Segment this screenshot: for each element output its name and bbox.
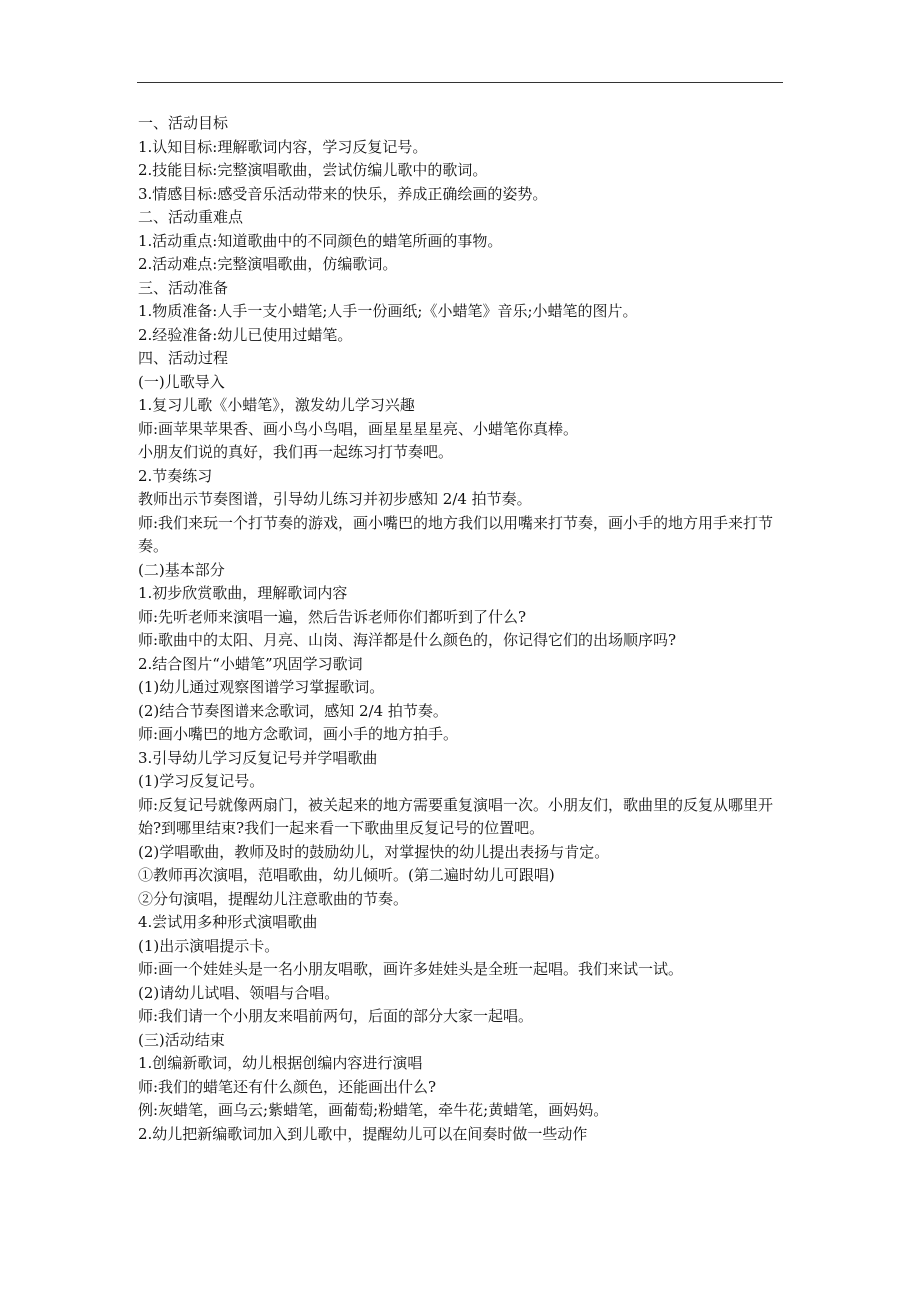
text-line: 2.技能目标:完整演唱歌曲，尝试仿编儿歌中的歌词。 bbox=[138, 161, 488, 179]
header-rule bbox=[137, 82, 783, 83]
text-line: 师:先听老师来演唱一遍，然后告诉老师你们都听到了什么? bbox=[138, 607, 527, 626]
text-line: 一、活动目标 bbox=[138, 114, 229, 132]
text-line: 师:歌曲中的太阳、月亮、山岗、海洋都是什么颜色的，你记得它们的出场顺序吗? bbox=[138, 631, 677, 649]
text-line: 2.结合图片“小蜡笔”巩固学习歌词 bbox=[138, 654, 363, 673]
text-line: (二)基本部分 bbox=[138, 560, 225, 579]
text-line: 2.幼儿把新编歌词加入到儿歌中，提醒幼儿可以在间奏时做一些动作 bbox=[138, 1124, 588, 1143]
document-body bbox=[138, 112, 788, 1146]
text-line: 2.节奏练习 bbox=[138, 466, 213, 485]
text-line: 4.尝试用多种形式演唱歌曲 bbox=[138, 913, 318, 931]
text-line: (1)出示演唱提示卡。 bbox=[138, 936, 280, 955]
text-line: (1)幼儿通过观察图谱学习掌握歌词。 bbox=[138, 678, 385, 696]
text-line: 教师出示节奏图谱，引导幼儿练习并初步感知 2/4 拍节奏。 bbox=[138, 490, 532, 508]
text-line: 师:画小嘴巴的地方念歌词，画小手的地方拍手。 bbox=[138, 725, 459, 743]
text-line: 1.复习儿歌《小蜡笔》，激发幼儿学习兴趣 bbox=[138, 396, 415, 414]
text-line: (2)结合节奏图谱来念歌词，感知 2/4 拍节奏。 bbox=[138, 701, 448, 720]
text-line: 四、活动过程 bbox=[138, 349, 229, 367]
text-line: 师:我们来玩一个打节奏的游戏，画小嘴巴的地方我们以用嘴来打节奏，画小手的地方用手来打节奏。 bbox=[138, 513, 774, 555]
text-line: (1)学习反复记号。 bbox=[138, 772, 265, 790]
text-line: 二、活动重难点 bbox=[138, 208, 244, 226]
text-line: ②分句演唱，提醒幼儿注意歌曲的节奏。 bbox=[138, 889, 409, 908]
text-line: 2.经验准备:幼儿已使用过蜡笔。 bbox=[138, 325, 353, 344]
text-line: ①教师再次演唱，范唱歌曲，幼儿倾听。(第二遍时幼儿可跟唱) bbox=[138, 866, 555, 884]
text-line: (一)儿歌导入 bbox=[138, 372, 225, 391]
text-line: 师:画一个娃娃头是一名小朋友唱歌，画许多娃娃头是全班一起唱。我们来试一试。 bbox=[138, 960, 684, 978]
text-line: 1.活动重点:知道歌曲中的不同颜色的蜡笔所画的事物。 bbox=[138, 231, 503, 250]
text-line: 三、活动准备 bbox=[138, 278, 229, 297]
text-line: 师:我们请一个小朋友来唱前两句，后面的部分大家一起唱。 bbox=[138, 1007, 534, 1025]
text-line: 1.初步欣赏歌曲，理解歌词内容 bbox=[138, 584, 348, 602]
text-line: 师:我们的蜡笔还有什么颜色，还能画出什么? bbox=[138, 1077, 437, 1096]
text-line: 1.创编新歌词，幼儿根据创编内容进行演唱 bbox=[138, 1054, 423, 1072]
text-line: 师:反复记号就像两扇门，被关起来的地方需要重复演唱一次。小朋友们，歌曲里的反复从哪里开始?到哪里结束?我们一起来看一下歌曲里反复记号的位置吧。 bbox=[138, 795, 774, 837]
text-line: 师:画苹果苹果香、画小鸟小鸟唱，画星星星星亮、小蜡笔你真棒。 bbox=[138, 419, 579, 438]
text-line: 小朋友们说的真好，我们再一起练习打节奏吧。 bbox=[138, 443, 454, 461]
text-line: 1.认知目标:理解歌词内容，学习反复记号。 bbox=[138, 137, 428, 156]
text-line: 3.情感目标:感受音乐活动带来的快乐，养成正确绘画的姿势。 bbox=[138, 184, 548, 203]
text-line: 2.活动难点:完整演唱歌曲，仿编歌词。 bbox=[138, 255, 398, 273]
text-line: 1.物质准备:人手一支小蜡笔;人手一份画纸;《小蜡笔》音乐;小蜡笔的图片。 bbox=[138, 302, 638, 320]
text-line: (2)请幼儿试唱、领唱与合唱。 bbox=[138, 983, 340, 1002]
text-line: 例:灰蜡笔，画乌云;紫蜡笔，画葡萄;粉蜡笔，牵牛花;黄蜡笔，画妈妈。 bbox=[138, 1101, 609, 1119]
text-line: (2)学唱歌曲，教师及时的鼓励幼儿，对掌握快的幼儿提出表扬与肯定。 bbox=[138, 842, 610, 861]
text-line: (三)活动结束 bbox=[138, 1030, 225, 1049]
text-line: 3.引导幼儿学习反复记号并学唱歌曲 bbox=[138, 748, 378, 767]
